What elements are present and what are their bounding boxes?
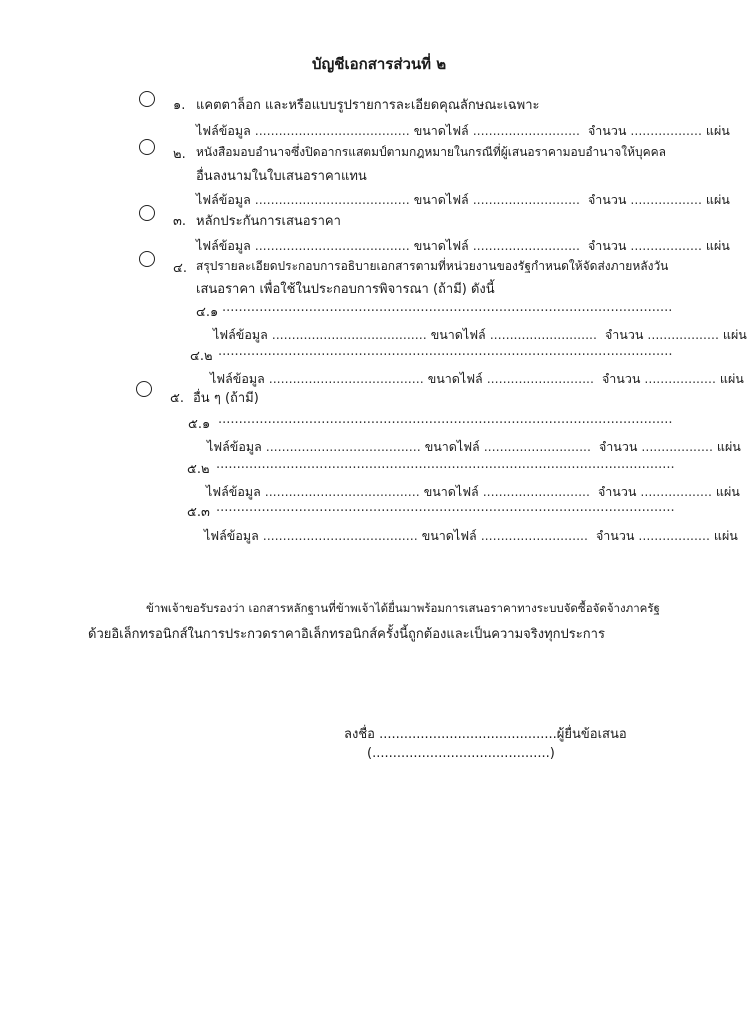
count-label: จำนวน (601, 371, 641, 386)
item-4-checkbox[interactable] (139, 251, 155, 267)
subitem-4-1-file-row: ไฟล์ข้อมูล ....................................... ขนาดไฟล์ ........................... จำนวน .................. แผ่น (213, 325, 747, 345)
item-2-text-line1: หนังสือมอบอำนาจซึ่งปิดอากรแสตมป์ตามกฎหมายในกรณีที่ผู้เสนอราคามอบอำนาจให้บุคคล (196, 145, 667, 159)
subitem-5-1-dots: .............................................................................................................. (218, 412, 673, 427)
item-1-file-row: ไฟล์ข้อมูล ....................................... ขนาดไฟล์ ........................... จำนวน .................. แผ่น (196, 121, 730, 141)
item-2-checkbox[interactable] (139, 139, 155, 155)
unit-label: แผ่น (705, 238, 730, 253)
size-label: ขนาดไฟล์ (423, 484, 479, 499)
file-label: ไฟล์ข้อมูล (207, 439, 262, 454)
item-3-file-row: ไฟล์ข้อมูล ....................................... ขนาดไฟล์ ........................... จำนวน .................. แผ่น (196, 236, 730, 256)
signature-line (344, 723, 627, 744)
size-label: ขนาดไฟล์ (421, 528, 477, 543)
unit-label: แผ่น (705, 192, 730, 207)
count-label: จำนวน (587, 123, 627, 138)
unit-label: แผ่น (713, 528, 738, 543)
subitem-4-2-number: ๔.๒ (190, 349, 213, 364)
file-label: ไฟล์ข้อมูล (196, 192, 251, 207)
size-label: ขนาดไฟล์ (413, 123, 469, 138)
signer-role: ผู้ยื่นข้อเสนอ (556, 727, 627, 742)
item-1-checkbox[interactable] (139, 91, 155, 107)
count-label: จำนวน (587, 192, 627, 207)
item-4-text-line2: เสนอราคา เพื่อใช้ในประกอบการพิจารณา (ถ้ามี) ดังนี้ (196, 282, 495, 297)
item-1-text: แคตตาล็อก และหรือแบบรูปรายการละเอียดคุณลักษณะเฉพาะ (196, 98, 540, 113)
sign-dots: ........................................... (379, 727, 557, 742)
certification-line1: ข้าพเจ้าขอรับรองว่า เอกสารหลักฐานที่ข้าพเจ้าได้ยื่นมาพร้อมการเสนอราคาทางระบบจัดซื้อจัดจ้างภาครัฐ (146, 601, 660, 615)
unit-label: แผ่น (722, 327, 747, 342)
sign-label: ลงชื่อ (344, 727, 375, 742)
subitem-4-2-dots: .............................................................................................................. (218, 344, 673, 359)
count-label: จำนวน (598, 439, 638, 454)
subitem-5-2-dots: ............................................................................................................... (216, 457, 675, 472)
file-label: ไฟล์ข้อมูล (204, 528, 259, 543)
count-label: จำนวน (604, 327, 644, 342)
unit-label: แผ่น (719, 371, 744, 386)
item-3-text: หลักประกันการเสนอราคา (196, 214, 341, 229)
item-2-number: ๒. (173, 147, 186, 162)
subitem-5-3-number: ๕.๓ (187, 505, 210, 520)
certification-line2: ด้วยอิเล็กทรอนิกส์ในการประกวดราคาอิเล็กทรอนิกส์ครั้งนี้ถูกต้องและเป็นความจริงทุกประการ (88, 627, 605, 642)
count-label: จำนวน (597, 484, 637, 499)
document-title: บัญชีเอกสารส่วนที่ ๒ (312, 55, 447, 73)
file-label: ไฟล์ข้อมูล (213, 327, 268, 342)
subitem-4-1-number: ๔.๑ (196, 305, 219, 320)
size-label: ขนาดไฟล์ (424, 439, 480, 454)
count-label: จำนวน (587, 238, 627, 253)
unit-label: แผ่น (715, 484, 740, 499)
subitem-5-1-file-row: ไฟล์ข้อมูล ....................................... ขนาดไฟล์ ........................... จำนวน .................. แผ่น (207, 437, 741, 457)
file-label: ไฟล์ข้อมูล (196, 123, 251, 138)
size-label: ขนาดไฟล์ (430, 327, 486, 342)
item-2-file-row: ไฟล์ข้อมูล ....................................... ขนาดไฟล์ ........................... จำนวน .................. แผ่น (196, 190, 730, 210)
subitem-5-3-dots: ............................................................................................................... (216, 500, 675, 515)
subitem-5-1-number: ๕.๑ (188, 417, 211, 432)
item-4-text-line1: สรุปรายละเอียดประกอบการอธิบายเอกสารตามที่หน่วยงานของรัฐกำหนดให้จัดส่งภายหลังวัน (196, 259, 669, 273)
item-5-checkbox[interactable] (136, 381, 152, 397)
size-label: ขนาดไฟล์ (413, 192, 469, 207)
subitem-5-3-file-row: ไฟล์ข้อมูล ....................................... ขนาดไฟล์ ........................... จำนวน .................. แผ่น (204, 526, 738, 546)
file-label: ไฟล์ข้อมูล (196, 238, 251, 253)
file-label: ไฟล์ข้อมูล (206, 484, 261, 499)
item-5-text: อื่น ๆ (ถ้ามี) (193, 391, 259, 406)
item-2-text-line2: อื่นลงนามในใบเสนอราคาแทน (196, 169, 367, 184)
item-3-number: ๓. (173, 214, 187, 229)
unit-label: แผ่น (705, 123, 730, 138)
signer-name-line: (...........................................) (367, 746, 555, 761)
item-5-number: ๕. (170, 391, 184, 406)
subitem-4-1-dots: ............................................................................................................. (222, 300, 673, 315)
unit-label: แผ่น (716, 439, 741, 454)
count-label: จำนวน (595, 528, 635, 543)
subitem-5-2-file-row: ไฟล์ข้อมูล ....................................... ขนาดไฟล์ ........................... จำนวน .................. แผ่น (206, 482, 740, 502)
file-label: ไฟล์ข้อมูล (210, 371, 265, 386)
size-label: ขนาดไฟล์ (427, 371, 483, 386)
subitem-4-2-file-row: ไฟล์ข้อมูล ....................................... ขนาดไฟล์ ........................... จำนวน .................. แผ่น (210, 369, 744, 389)
size-label: ขนาดไฟล์ (413, 238, 469, 253)
subitem-5-2-number: ๕.๒ (187, 462, 210, 477)
item-4-number: ๔. (173, 261, 187, 276)
item-1-number: ๑. (173, 98, 186, 113)
item-3-checkbox[interactable] (139, 205, 155, 221)
